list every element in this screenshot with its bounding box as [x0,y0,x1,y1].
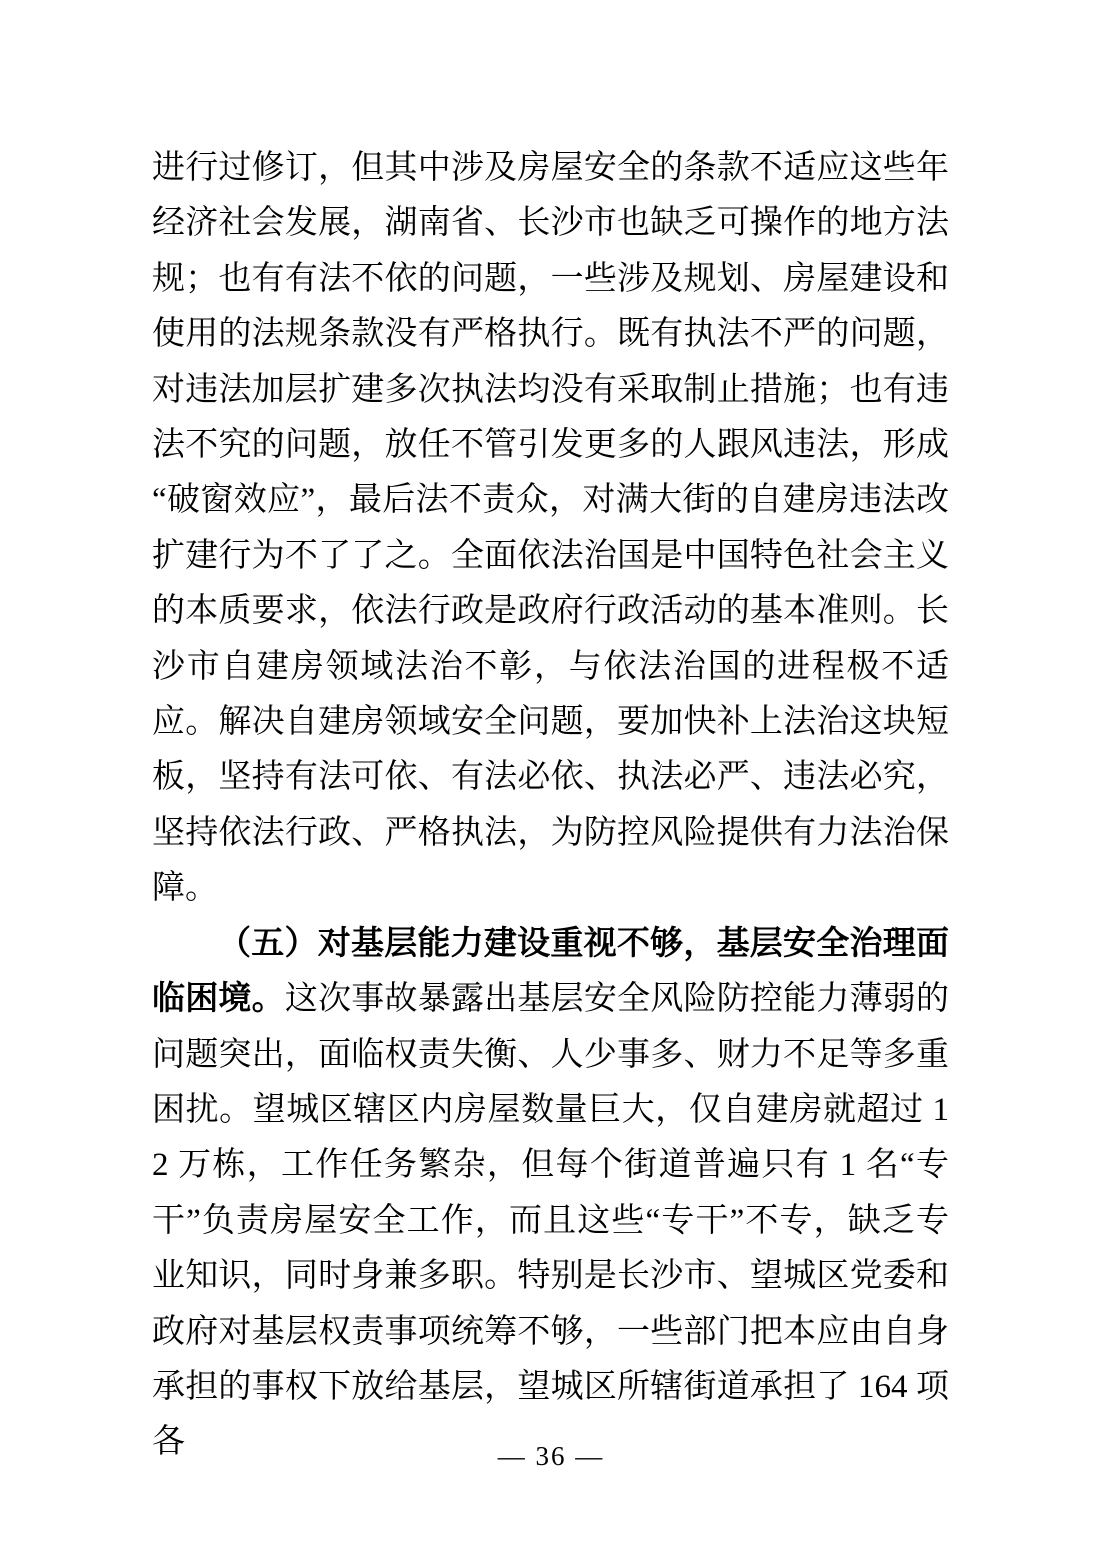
paragraph-section-5 [152,917,949,1471]
document-body [152,141,949,1471]
paragraph-text: 进行过修订，但其中涉及房屋安全的条款不适应这些年经济社会发展，湖南省、长沙市也缺乏可操作的地方法规；也有有法不依的问题，一些涉及规划、房屋建设和使用的法规条款没有严格执行。既有执法不严的问题，对违法加层扩建多次执法均没有采取制止措施；也有违法不究的问题，放任不管引发更多的人跟风违法，形成“破窗效应”，最后法不责众，对满大街的自建房违法改扩建行为不了了之。全面依法治国是中国特色社会主义的本质要求，依法行政是政府行政活动的基本准则。长沙市自建房领域法治不彰，与依法治国的进程极不适应。解决自建房领域安全问题，要加快补上法治这块短板，坚持有法可依、有法必依、执法必严、违法必究，坚持依法行政、严格执法，为防控风险提供有力法治保障。 [152,150,949,907]
paragraph-continuation [152,141,949,917]
paragraph-text: 这次事故暴露出基层安全风险防控能力薄弱的问题突出，面临权责失衡、人少事多、财力不足等多重困扰。望城区辖区内房屋数量巨大，仅自建房就超过 12 万栋，工作任务繁杂，但每个街道普遍只有 1 名“专干”负责房屋安全工作，而且这些“专干”不专，缺乏专业知识，同时身兼多职。特别是长沙市、望城区党委和政府对基层权责事项统筹不够，一些部门把本应由自身承担的事权下放给基层，望城区所辖街道承担了 164 项各 [152,981,950,1461]
page-number: — 36 — [497,1441,605,1471]
page-footer [0,1441,1102,1472]
section-heading: （五）对基层能力建设重视不够，基层安全治理面临困境。 [152,925,949,1018]
